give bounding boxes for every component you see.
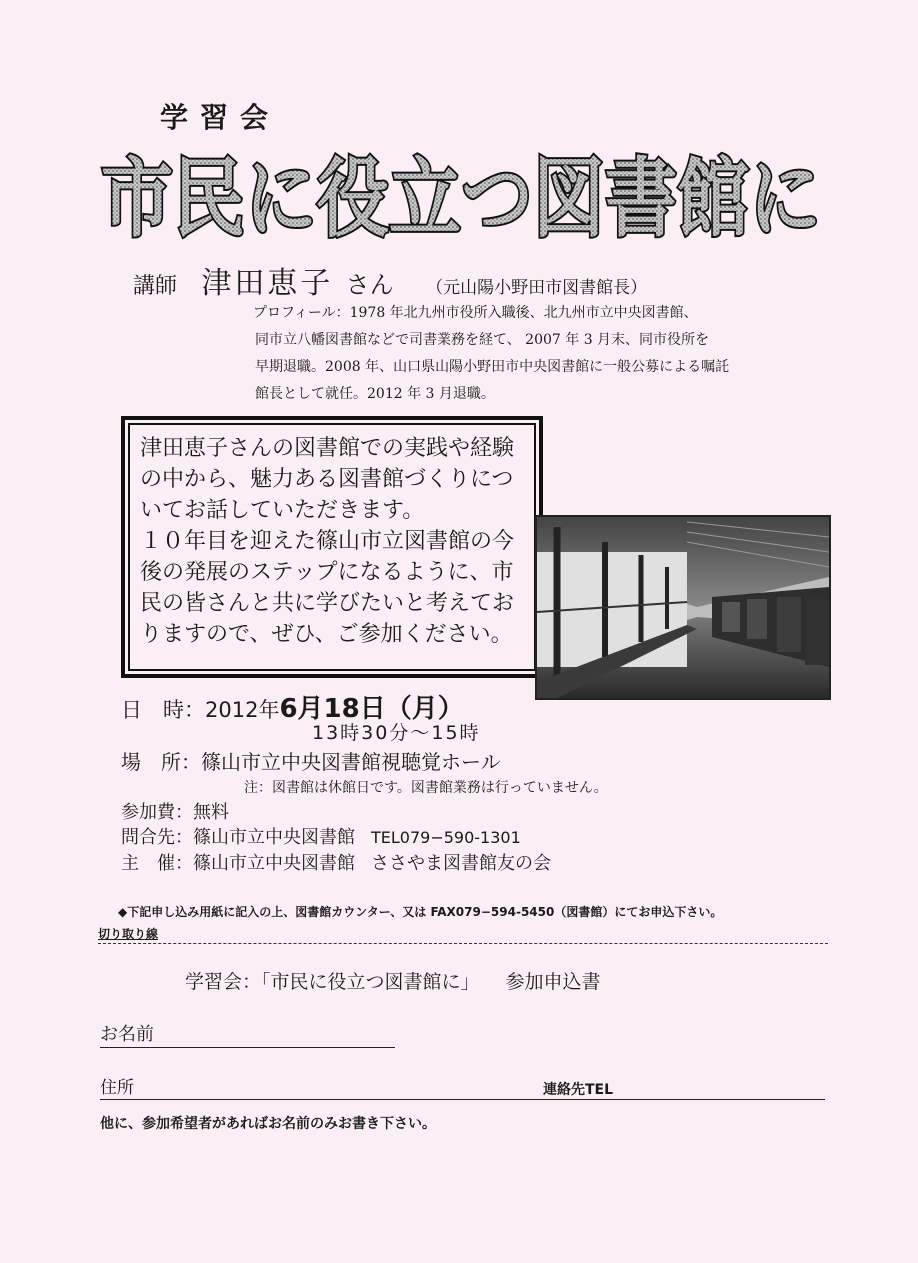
event-host-row	[121, 849, 551, 875]
cut-line	[98, 925, 828, 944]
profile-line: 同市立八幡図書館などで司書業務を経て、 2007 年 3 月末、同市役所を	[255, 332, 710, 348]
venue-note: 注：図書館は休館日です。図書館業務は行っていません。	[244, 780, 608, 796]
profile-line: プロフィール：1978 年北九州市役所入職後、北九州市立中央図書館、	[253, 305, 698, 321]
tel-field-label: 連絡先TEL	[543, 1082, 614, 1098]
other-participants-note: 他に、参加希望者があればお名前のみお書き下さい。	[100, 1116, 436, 1132]
date-label: 日 時：	[121, 698, 205, 722]
contact-label: 問合先：	[121, 827, 193, 848]
lecturer-role: （元山陽小野田市図書館長）	[426, 278, 648, 298]
event-venue-row	[121, 746, 501, 775]
intro-box	[121, 416, 543, 678]
intro-paragraph-1: 津田恵子さんの図書館での実践や経験の中から、魅力ある図書館づくりについてお話していただきます。	[140, 436, 515, 523]
date-year: 2012年	[205, 698, 280, 722]
lecturer-honorific: さん	[345, 271, 394, 299]
fee-value: 無料	[193, 802, 229, 823]
lecturer-row	[133, 258, 647, 302]
name-field-label: お名前	[100, 1024, 154, 1045]
library-photo-image	[537, 517, 829, 698]
main-title	[96, 138, 826, 250]
intro-paragraph-2: １０年目を迎えた篠山市立図書館の今後の発展のステップになるように、市民の皆さんと共に学びたいと考えておりますので、ぜひ、ご参加ください。	[140, 529, 515, 647]
host-value: 篠山市立中央図書館	[193, 853, 355, 874]
profile-line: 館長として就任。2012 年 3 月退職。	[255, 386, 495, 402]
application-instructions: ◆下記申し込み用紙に記入の上、図書館カウンター、又は FAX079−594-5450（図書館）にてお申込下さい。	[118, 905, 723, 919]
lecturer-profile	[255, 300, 815, 408]
lecturer-label: 講師	[133, 274, 178, 299]
intro-text	[128, 423, 536, 671]
main-title-graphic	[96, 138, 826, 250]
contact-tel: TEL079−590-1301	[371, 828, 521, 847]
address-field[interactable]	[100, 1073, 825, 1100]
date-main: 6月18日（月）	[279, 694, 464, 724]
event-time: 13時30分～15時	[312, 722, 481, 744]
host-friends: ささやま図書館友の会	[371, 853, 551, 874]
name-field[interactable]	[100, 1020, 395, 1048]
library-interior-photo	[535, 515, 831, 700]
form-title	[185, 967, 601, 994]
contact-value: 篠山市立中央図書館	[193, 827, 355, 848]
fee-label: 参加費：	[121, 802, 193, 823]
event-contact-row	[121, 823, 521, 849]
venue-label: 場 所：	[121, 750, 201, 774]
event-fee-row	[121, 798, 229, 824]
address-field-label: 住所	[100, 1078, 134, 1098]
main-title-text: 市民に役立つ図書館に	[101, 149, 821, 249]
cut-line-label: 切り取り線	[98, 927, 159, 941]
host-label: 主 催：	[121, 853, 193, 874]
kicker-heading: 学習会	[160, 101, 281, 134]
form-title-text: 学習会：「市民に役立つ図書館に」	[185, 971, 480, 993]
profile-line: 早期退職。2008 年、山口県山陽小野田市中央図書館に一般公募による嘱託	[255, 359, 730, 375]
form-title-suffix: 参加申込書	[505, 971, 601, 993]
venue-value: 篠山市立中央図書館視聴覚ホール	[201, 750, 501, 774]
lecturer-name: 津田恵子	[201, 266, 334, 301]
